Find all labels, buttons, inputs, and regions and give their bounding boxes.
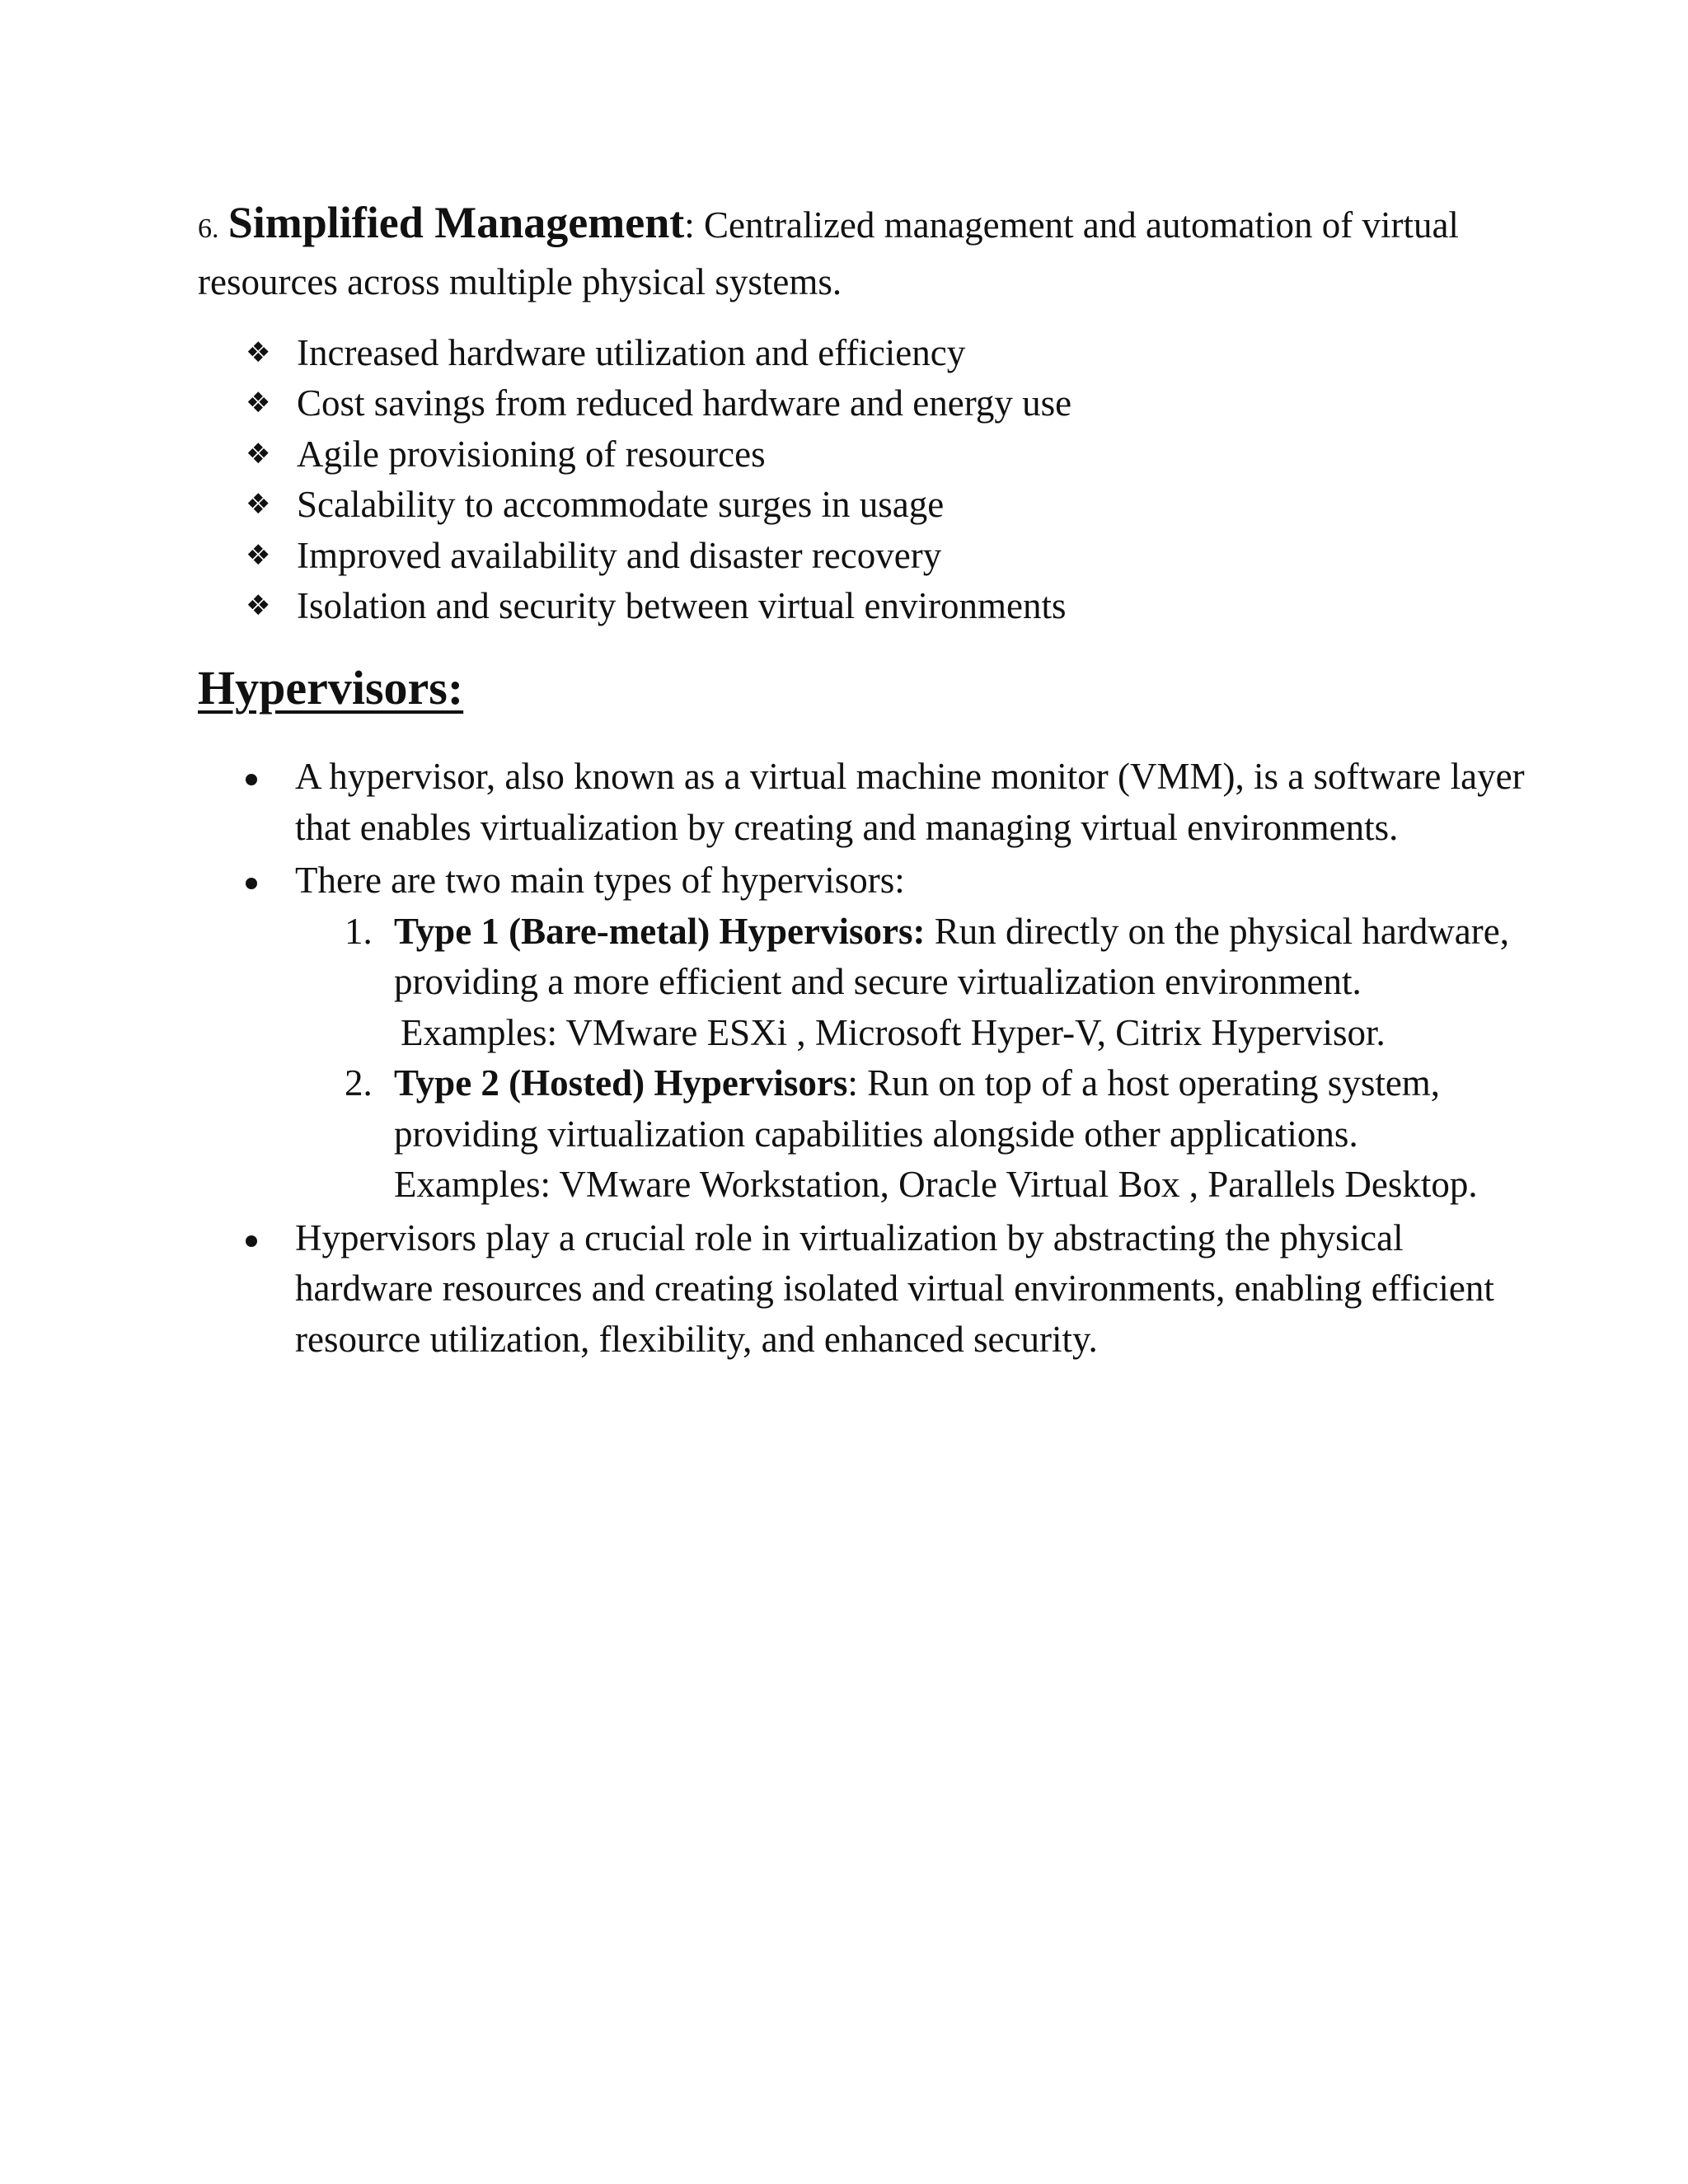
list-item <box>246 531 1071 581</box>
item-text: Centralized management and automation of virtual resources across multiple physical systems. <box>198 204 1459 302</box>
list-item <box>246 429 1071 480</box>
bullet-dot-icon <box>246 1235 257 1247</box>
diamond-bullet-icon: ❖ <box>246 488 271 522</box>
type-description: : Run on top of a host operating system, providing virtualization capabilities alongside other applications. <box>394 1062 1441 1155</box>
item-number: 6. <box>198 213 219 244</box>
type-examples: Examples: VMware Workstation, Oracle Virtual Box , Parallels Desktop. <box>394 1164 1478 1205</box>
list-item-text: Improved availability and disaster recovery <box>297 534 942 576</box>
hypervisors-list <box>246 752 1531 1365</box>
list-item-text: Increased hardware utilization and efficiency <box>297 332 966 373</box>
list-item <box>246 328 1071 378</box>
type-description: Run directly on the physical hardware, providing a more efficient and secure virtualization environment. <box>394 910 1509 1002</box>
list-item <box>246 752 1531 853</box>
list-item <box>246 378 1071 429</box>
item-colon: : <box>684 204 695 246</box>
simplified-management-paragraph <box>198 196 1517 308</box>
list-item-text: There are two main types of hypervisors: <box>295 860 905 901</box>
list-item-text: Scalability to accommodate surges in usage <box>297 484 945 526</box>
benefits-list <box>246 328 1071 631</box>
list-item <box>246 581 1071 631</box>
type-examples: Examples: VMware ESXi , Microsoft Hyper-V, Citrix Hypervisor. <box>401 1011 1386 1053</box>
hypervisor-types-list <box>345 907 1531 1211</box>
diamond-bullet-icon: ❖ <box>246 437 271 471</box>
hypervisor-type-item <box>345 1058 1531 1211</box>
diamond-bullet-icon: ❖ <box>246 387 271 420</box>
type-number: 2. <box>345 1062 373 1104</box>
bullet-dot-icon <box>246 878 257 889</box>
type-title: Type 2 (Hosted) Hypervisors <box>394 1062 848 1104</box>
type-number: 1. <box>345 910 373 952</box>
list-item-text: Cost savings from reduced hardware and energy use <box>297 382 1072 424</box>
list-item-text: A hypervisor, also known as a virtual machine monitor (VMM), is a software layer that enables virtualization by creating and managing virtual environments. <box>295 756 1525 848</box>
hypervisor-type-item <box>345 907 1531 1059</box>
list-item-text: Isolation and security between virtual environments <box>297 585 1067 627</box>
bullet-dot-icon <box>246 774 257 785</box>
hypervisors-heading: Hypervisors: <box>198 661 464 715</box>
diamond-bullet-icon: ❖ <box>246 589 271 623</box>
type-title: Type 1 (Bare-metal) Hypervisors: <box>394 910 926 952</box>
diamond-bullet-icon: ❖ <box>246 538 271 572</box>
list-item-text: Hypervisors play a crucial role in virtualization by abstracting the physical hardware resources and creating isolated virtual environments, enabling efficient resource utilization, flexibility, and enhanced security. <box>295 1216 1494 1360</box>
list-item-text: Agile provisioning of resources <box>297 433 766 475</box>
list-item <box>246 480 1071 530</box>
diamond-bullet-icon: ❖ <box>246 336 271 369</box>
list-item <box>246 855 1531 1211</box>
list-item <box>246 1213 1531 1366</box>
item-term: Simplified Management <box>227 198 685 247</box>
